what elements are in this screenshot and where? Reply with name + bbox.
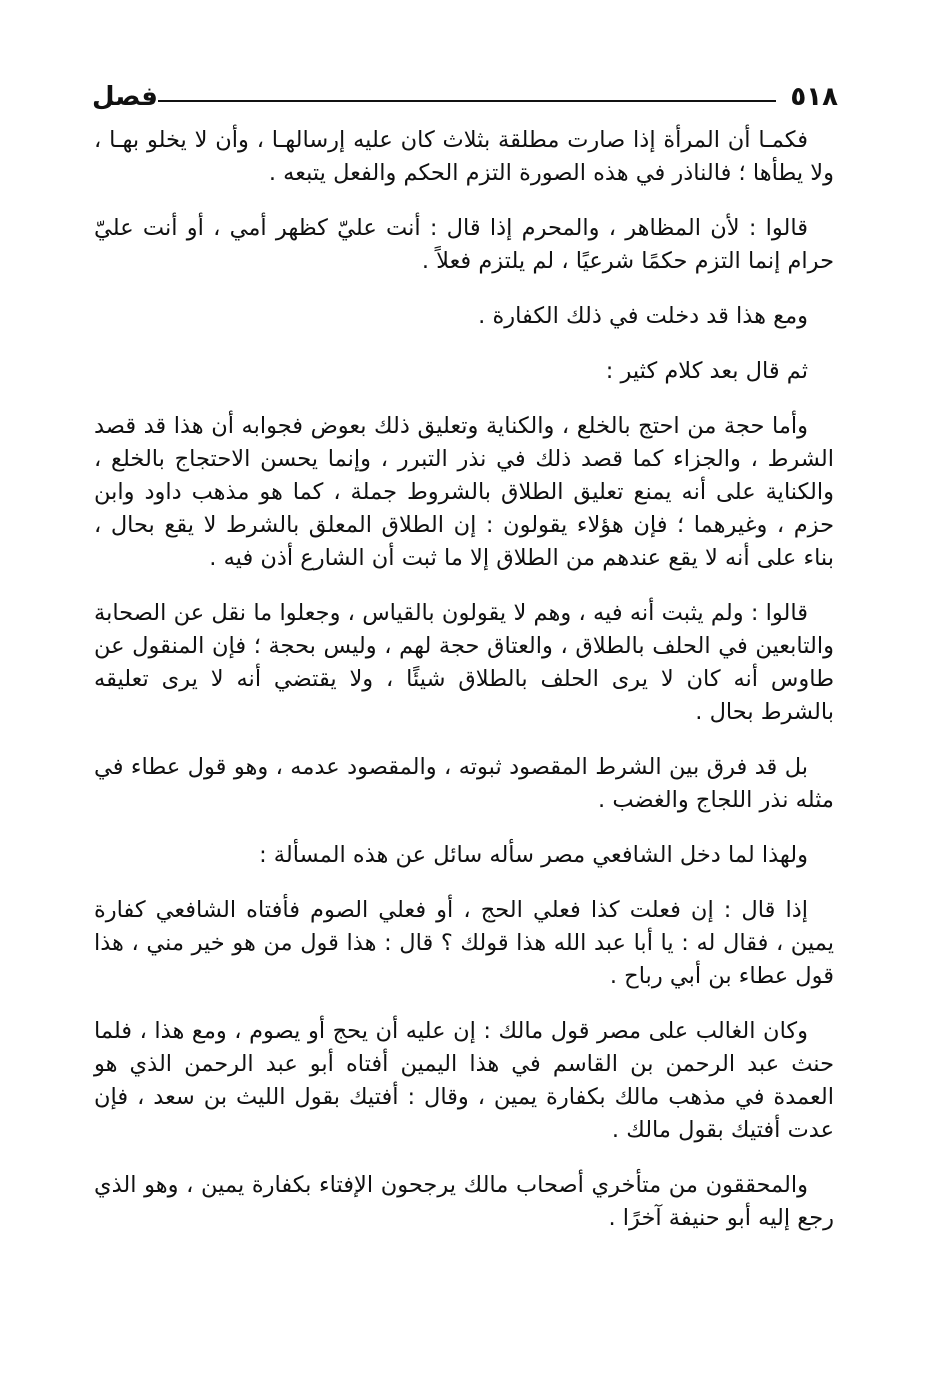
paragraph: وأما حجة من احتج بالخلع ، والكناية وتعليق ذلك بعوض فجوابه أن هذا قد قصد الشرط ، والجزاء كما قصد ذلك في نذر التبرر ، وإنما يحسن الاحتجاج بالخلع ، والكناية على أنه يمنع تعليق الطلاق بالشروط جملة ، كما هو مذهب داود وابن حزم ، وغيرهما ؛ فإن هؤلاء يقولون : إن الطلاق المعلق بالشرط لا يقع بحال ، بناء على أنه لا يقع عندهم من الطلاق إلا ما ثبت أن الشارع أذن فيه . xyxy=(94,413,834,571)
paragraph: ومع هذا قد دخلت في ذلك الكفارة . xyxy=(478,303,808,329)
paragraph: والمحققون من متأخري أصحاب مالك يرجحون الإفتاء بكفارة يمين ، وهو الذي رجع إليه أبو حنيفة آخرًا . xyxy=(94,1172,834,1231)
paragraph: ولهذا لما دخل الشافعي مصر سأله سائل عن هذه المسألة : xyxy=(259,842,808,868)
page-header xyxy=(92,80,838,120)
header-rule xyxy=(158,100,776,102)
paragraph: قالوا : ولم يثبت أنه فيه ، وهم لا يقولون بالقياس ، وجعلوا ما نقل عن الصحابة والتابعين في الحلف بالطلاق ، والعتاق حجة لهم ، وليس بحجة ؛ فإن المنقول عن طاوس أنه كان لا يرى الحلف بالطلاق شيئًا ، ولا يقتضي أنه لا يرى تعليقه بالشرط بحال . xyxy=(94,600,834,725)
section-title: فصل xyxy=(92,82,158,112)
page-number: ٥١٨ xyxy=(790,82,838,112)
paragraph: إذا قال : إن فعلت كذا فعلي الحج ، أو فعلي الصوم فأفتاه الشافعي كفارة يمين ، فقال له : يا أبا عبد الله هذا قولك ؟ قال : هذا قول من هو خير مني ، هذا قول عطاء بن أبي رباح . xyxy=(94,897,834,989)
body-text xyxy=(94,124,834,1257)
paragraph: ثم قال بعد كلام كثير : xyxy=(605,358,808,384)
paragraph: وكان الغالب على مصر قول مالك : إن عليه أن يحج أو يصوم ، ومع هذا ، فلما حنث عبد الرحمن بن القاسم في هذا اليمين أفتاه أبو عبد الرحمن الذي هو العمدة في مذهب مالك بكفارة يمين ، وقال : أفتيك بقول الليث بن سعد ، فإن عدت أفتيك بقول مالك . xyxy=(94,1018,834,1143)
paragraph: قالوا : لأن المظاهر ، والمحرم إذا قال : أنت عليّ كظهر أمي ، أو أنت عليّ حرام إنما التزم حكمًا شرعيًا ، لم يلتزم فعلاً . xyxy=(94,215,834,274)
paragraph: بل قد فرق بين الشرط المقصود ثبوته ، والمقصود عدمه ، وهو قول عطاء في مثله نذر اللجاج والغضب . xyxy=(94,754,834,813)
paragraph: فكمـا أن المرأة إذا صارت مطلقة بثلاث كان عليه إرسالهـا ، وأن لا يخلو بهـا ، ولا يطأها ؛ فالناذر في هذه الصورة التزم الحكم والفعل يتبعه . xyxy=(94,127,834,186)
